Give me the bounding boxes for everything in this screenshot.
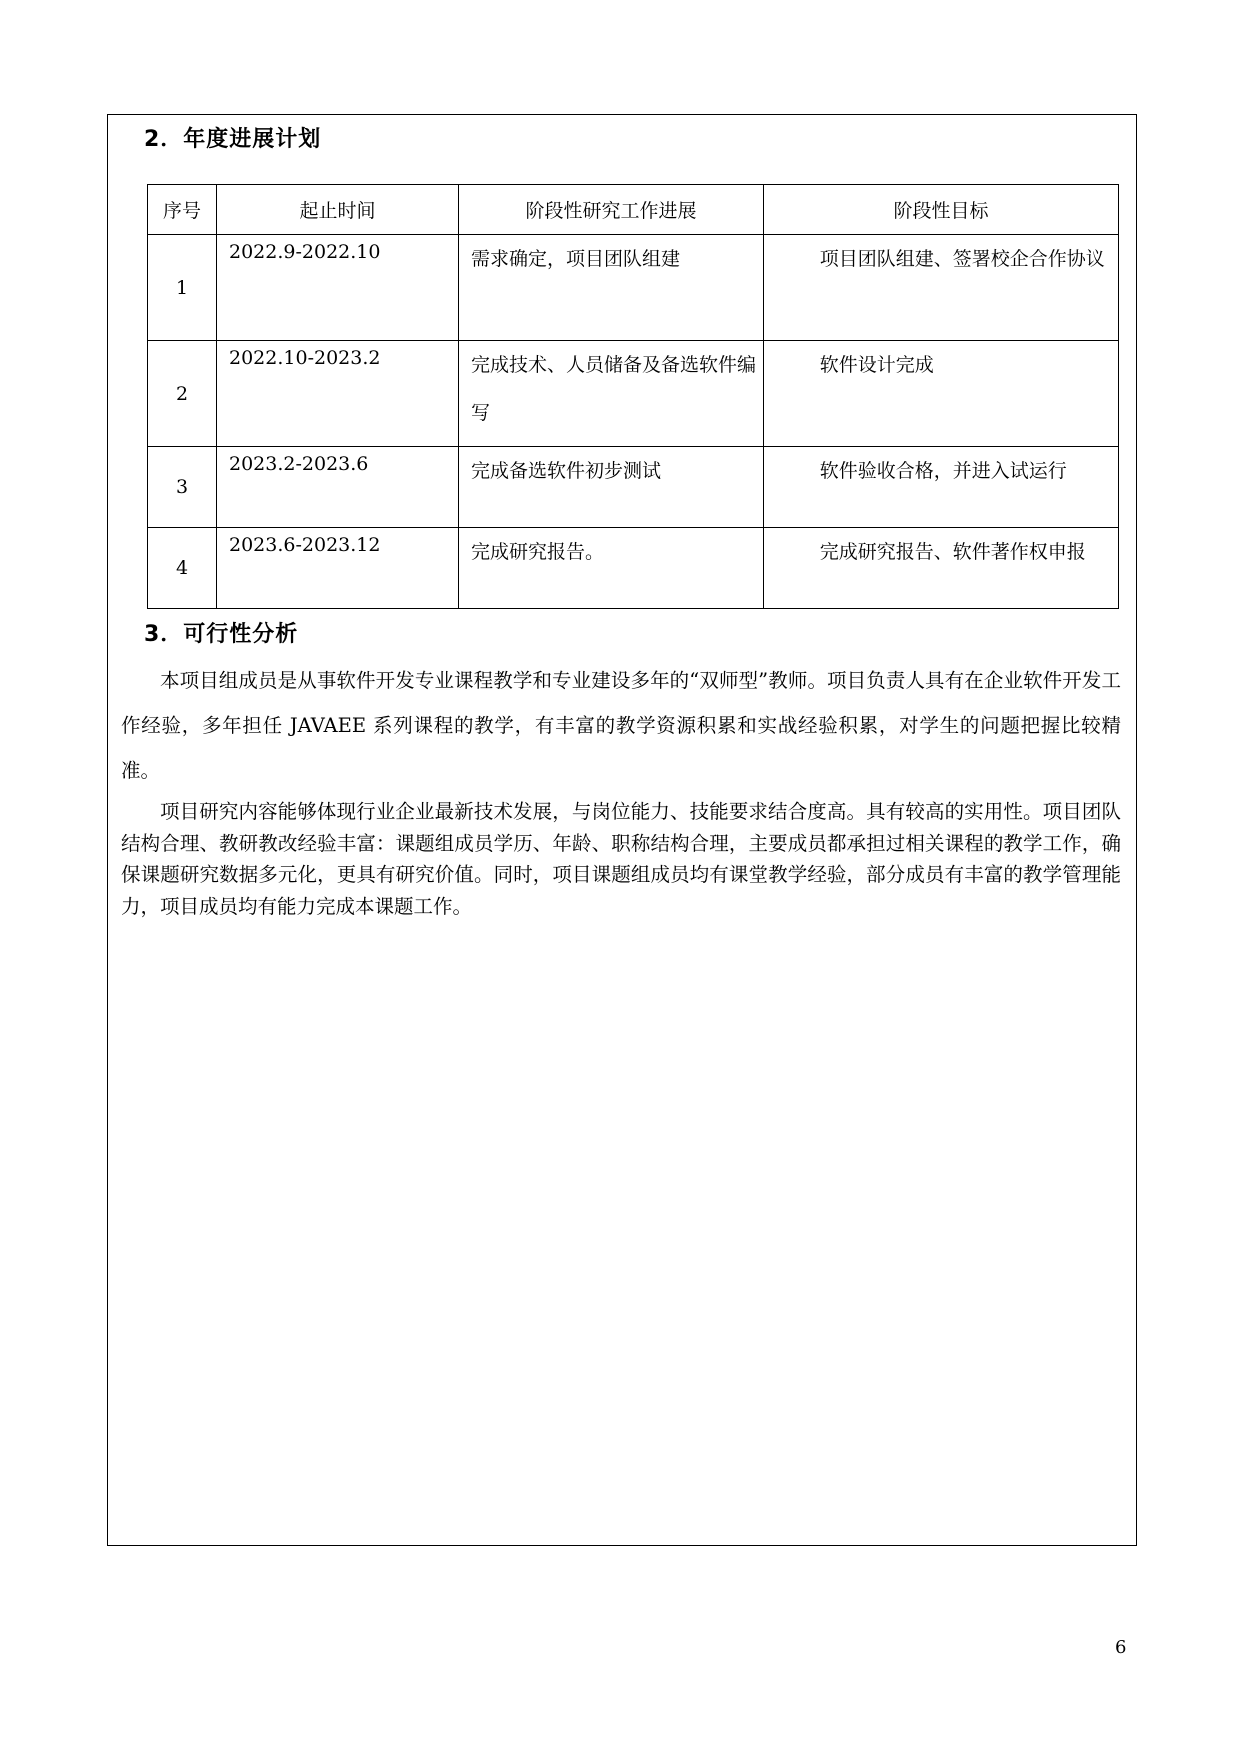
table-row	[148, 235, 1119, 341]
table-row	[148, 447, 1119, 528]
row-period: 2023.6-2023.12	[217, 528, 459, 609]
table-row	[148, 528, 1119, 609]
row-goal: 完成研究报告、软件著作权申报	[764, 528, 1119, 609]
row-goal: 软件验收合格，并进入试运行	[764, 447, 1119, 528]
row-num: 3	[148, 447, 217, 528]
row-num: 1	[148, 235, 217, 341]
row-num: 4	[148, 528, 217, 609]
row-period: 2022.10-2023.2	[217, 341, 459, 447]
table-row	[148, 341, 1119, 447]
row-goal: 软件设计完成	[764, 341, 1119, 447]
header-goal: 阶段性目标	[764, 185, 1119, 235]
feasibility-paragraph-1: 本项目组成员是从事软件开发专业课程教学和专业建设多年的“双师型”教师。项目负责人具有在企业软件开发工作经验，多年担任 JAVAEE 系列课程的教学，有丰富的教学资源积累和实战经验积累，对学生的问题把握比较精准。	[121, 669, 1121, 782]
row-progress: 完成技术、人员储备及备选软件编写	[459, 341, 764, 447]
row-progress: 完成研究报告。	[459, 528, 764, 609]
feasibility-paragraph-2: 项目研究内容能够体现行业企业最新技术发展，与岗位能力、技能要求结合度高。具有较高的实用性。项目团队结构合理、教研教改经验丰富：课题组成员学历、年龄、职称结构合理，主要成员都承担过相关课程的教学工作，确保课题研究数据多元化，更具有研究价值。同时，项目课题组成员均有课堂教学经验，部分成员有丰富的教学管理能力，项目成员均有能力完成本课题工作。	[121, 800, 1121, 918]
row-goal: 项目团队组建、签署校企合作协议	[764, 235, 1119, 341]
row-progress: 需求确定，项目团队组建	[459, 235, 764, 341]
page-number: 6	[1115, 1637, 1127, 1658]
section-3-title: 3．可行性分析	[144, 622, 299, 647]
header-progress: 阶段性研究工作进展	[459, 185, 764, 235]
header-period: 起止时间	[217, 185, 459, 235]
header-num: 序号	[148, 185, 217, 235]
section-2-title: 2．年度进展计划	[144, 127, 322, 152]
row-num: 2	[148, 341, 217, 447]
row-period: 2022.9-2022.10	[217, 235, 459, 341]
row-period: 2023.2-2023.6	[217, 447, 459, 528]
annual-plan-table	[147, 184, 1119, 609]
row-progress: 完成备选软件初步测试	[459, 447, 764, 528]
table-header-row	[148, 185, 1119, 235]
